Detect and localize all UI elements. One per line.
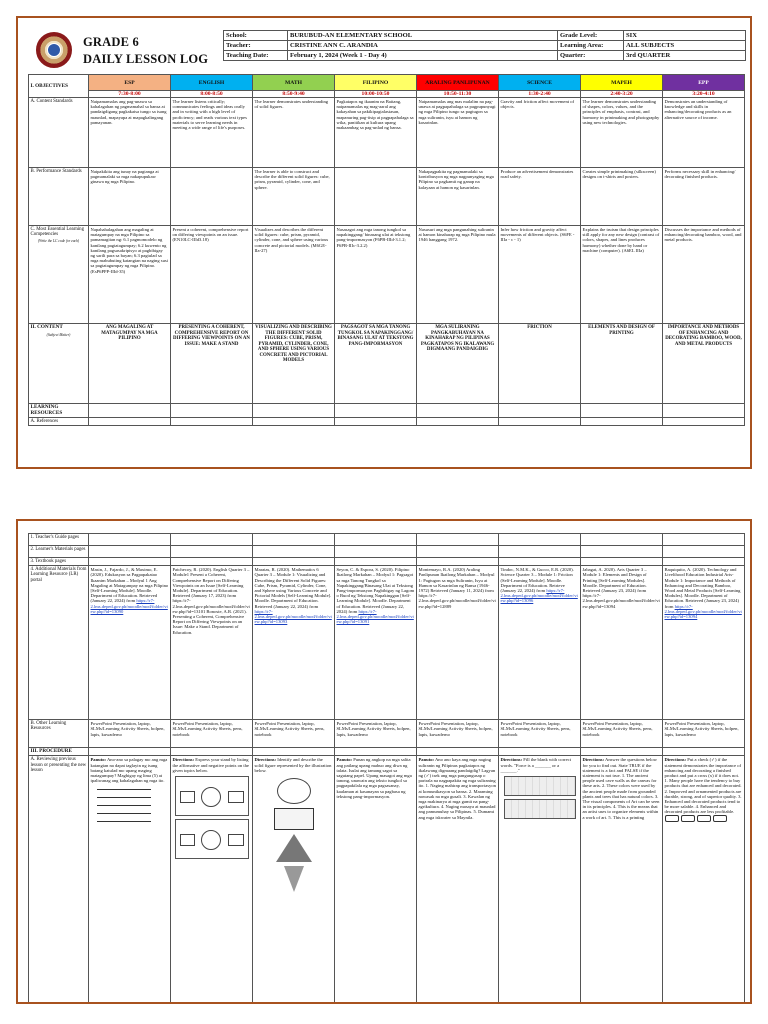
answer-lines bbox=[91, 784, 169, 822]
performance-standard-cell: Produce an advertisement demonstrates road safety. bbox=[499, 168, 581, 226]
material-citation: Seyon, C. & Espora, S. (2020). Filipino Ikatlong Markahan – Modyul 1: Pagsagot sa mga Tanong Tungkol sa Napakinggang/Binasang Ulat at Tekstong Pang-impormasyon Pagbibigay ng Lagom o Buod ng Tekstong Napakinggan [Self-Learning Module]. Moodle. Department of Education. Retrieved (January 22, 2024) from bbox=[336, 567, 415, 614]
stand-diagram bbox=[175, 776, 249, 816]
subject-time: 10:00-10:50 bbox=[335, 91, 417, 98]
content-cell: ELEMENTS AND DESIGN OF PRINTING bbox=[581, 324, 663, 404]
log-title: DAILY LESSON LOG bbox=[83, 52, 209, 66]
info-v1-cell: February 1, 2024 (Week 1 - Day 4) bbox=[288, 51, 558, 61]
procedure-cell bbox=[663, 748, 745, 756]
reviewing-cell bbox=[499, 756, 581, 1004]
lm-pages-cell bbox=[89, 546, 171, 558]
performance-standard-cell: Naipakikita ang tunay na pagtanga at pagmamalaki sa mga nakapupukaw ginawa ng mga Pilipino. bbox=[89, 168, 171, 226]
textbook-pages-label: 3. Textbook pages bbox=[29, 558, 89, 566]
learning-resources-cell bbox=[499, 404, 581, 418]
content-cell: VISUALIZING AND DESCRIBING THE DIFFERENT SOLID FIGURES: CUBE, PRISM, PYRAMID, CYLINDER, CONE, AND SPHERE USING VARIOUS CONCRETE AND PICTORIAL MODELS bbox=[253, 324, 335, 404]
directions-text: Identify and describe the solid figure represented by the illustration below. bbox=[254, 757, 332, 773]
textbook-pages-cell bbox=[253, 558, 335, 566]
lm-pages-cell bbox=[663, 546, 745, 558]
directions-text: Ano ano kaya ang mga naging suliranin ng Pilipinas pagkatapos ng ikalawang digmaang pandaigdig? Lagyan ng (✓) tsek ang mga pangungusap o parirala na nagpapakita ng mga suliraning ito. 1. Naging mahirap ang transportasyon at komunikasyon sa bansa. 2. Maraming nawasak na mga gusali. 3. Kawalan ng mga makinarya at mga gamit na pang-agrikultura. 4. Naging masaya at maunlad ang pamumuhay sa Pilipinas. 5. Dumami ang mga iskwater sa Maynila. bbox=[418, 757, 496, 820]
info-row bbox=[224, 41, 746, 51]
reference-cell bbox=[499, 418, 581, 426]
reviewing-label: A. Reviewing previous lesson or presenting the new lesson bbox=[29, 756, 89, 1004]
stand-diagram bbox=[175, 819, 249, 859]
learning-resources-cell bbox=[253, 404, 335, 418]
additional-material-cell bbox=[417, 566, 499, 720]
subject-header: FILIPINO bbox=[335, 75, 417, 91]
lm-pages-cell bbox=[417, 546, 499, 558]
textbook-pages-cell bbox=[89, 558, 171, 566]
directions-label: Directions: bbox=[254, 757, 277, 763]
learning-resources-label: LEARNING RESOURCES bbox=[29, 404, 89, 418]
answer-line[interactable] bbox=[97, 816, 152, 822]
subject-time: 1:30-2:40 bbox=[499, 91, 581, 98]
other-resource-cell: PowerPoint Presentation, laptop, SLMs/Learning Activity Sheets, pens, notebook bbox=[171, 720, 253, 748]
sphere-illustration bbox=[277, 778, 311, 804]
subject-time: 8:00-8:50 bbox=[171, 91, 253, 98]
material-link[interactable]: https://r7-2.lms.deped.gov.ph/moodle/mod/folder/view.php?id=13091 bbox=[336, 608, 414, 625]
directions-label: Directions: bbox=[582, 757, 605, 763]
learning-resources-cell bbox=[581, 404, 663, 418]
additional-material-cell bbox=[171, 566, 253, 720]
subject-time: 8:50-9:40 bbox=[253, 91, 335, 98]
material-link[interactable]: https://r7-2.lms.deped.gov.ph/moodle/mod/folder/view.php?id=13094 bbox=[664, 603, 742, 620]
subject-time: 3:20-4:10 bbox=[663, 91, 745, 98]
performance-standard-cell bbox=[171, 168, 253, 226]
procedure-cell bbox=[335, 748, 417, 756]
additional-material-cell bbox=[89, 566, 171, 720]
reviewing-cell bbox=[89, 756, 171, 1004]
other-resource-cell: PowerPoint Presentation, laptop, SLMs/Learning Activity Sheets, pens, notebook bbox=[499, 720, 581, 748]
content-standard-cell: The learner demonstrates understanding of solid figures. bbox=[253, 98, 335, 168]
header bbox=[28, 30, 744, 74]
learning-resources-cell bbox=[89, 404, 171, 418]
material-citation: Patchecoy, R. (2020). English Quarter 3 – Module1 Present a Coherent, Comprehensive Report on Differing Viewpoints on an Issue [Self-Learning Module]. Department of Education. Retrieved (January 17, 2023) from https://r7-2.lms.deped.gov.ph/moodle/mod/folder/view.php?id=13101 Bonoste, A.R. (2021). Presenting a Coherent, Comprehensive Report on Differing Viewpoints on an Issue: Make a Stand. Department of Education. bbox=[172, 567, 250, 635]
reference-cell bbox=[253, 418, 335, 426]
content-cell: FRICTION bbox=[499, 324, 581, 404]
reviewing-cell bbox=[417, 756, 499, 1004]
subject-header: SCIENCE bbox=[499, 75, 581, 91]
subject-header: MAPEH bbox=[581, 75, 663, 91]
competency-cell: Explains the truism that design principles still apply for any new design (contrast of colors, shapes, and lines produces harmony) whether done by hand or machine (computer). (A6EL IIIa) bbox=[581, 226, 663, 324]
content-note: (Subject Matter) bbox=[46, 332, 71, 337]
other-resource-cell: PowerPoint Presentation, laptop, SLMs/Learning Activity Sheets, bolpen, lapis, kuwaderno bbox=[417, 720, 499, 748]
lm-pages-cell bbox=[335, 546, 417, 558]
tg-pages-cell bbox=[335, 534, 417, 546]
answer-checkbox[interactable] bbox=[713, 815, 727, 822]
material-citation: Montemayo, R.A. (2020) Araling Panlipunan Ikatlong Markahan – Modyul 1: Pagtugon sa mga Suliranin, Isyu at Hamon sa Kasarinlan ng Bansa (1946-1972) Retrieved (January 11, 2024) from https://r7-2.lms.deped.gov.ph/moodle/mod/folder/view.php?id=12889 bbox=[418, 567, 496, 609]
reference-cell bbox=[663, 418, 745, 426]
answer-line[interactable] bbox=[97, 784, 152, 790]
competency-cell: Present a coherent, comprehensive report on differing viewpoints on an issue. (EN10LC-IIId3.18) bbox=[171, 226, 253, 324]
reference-cell bbox=[417, 418, 499, 426]
tg-pages-cell bbox=[89, 534, 171, 546]
info-l1-cell: Teacher: bbox=[224, 41, 288, 51]
content-standard-cell: Demonstrates an understanding of knowledge and skills in enhancing/decorating products as an alternative source of income. bbox=[663, 98, 745, 168]
lm-pages-cell bbox=[253, 546, 335, 558]
procedure-cell bbox=[581, 748, 663, 756]
procedure-cell bbox=[89, 748, 171, 756]
tg-pages-cell bbox=[171, 534, 253, 546]
material-citation: Masin, J., Fajardo, J., & Maximo, E. (2020). Edukasyon sa Pagpapakatao Ikaanim Markahan – Modyul 1 Ang Magaling at Matagumpay na mga Pilipino [Self-Learning Module]. Moodle. Department of Education. Retrieved (January 22, 2024) from bbox=[90, 567, 169, 604]
friction-figure-2 bbox=[504, 799, 576, 819]
info-l2-cell: Learning Area: bbox=[558, 41, 624, 51]
textbook-pages-cell bbox=[171, 558, 253, 566]
subject-header: ENGLISH bbox=[171, 75, 253, 91]
prism-illustration bbox=[274, 808, 314, 830]
info-l2-cell: Quarter: bbox=[558, 51, 624, 61]
content-standards-label: A. Content Standards bbox=[29, 98, 89, 168]
resources-procedure-grid bbox=[28, 533, 745, 1004]
info-l2-cell: Grade Level: bbox=[558, 31, 624, 41]
procedure-label: III. PROCEDURE bbox=[29, 748, 89, 756]
subject-header: EPP bbox=[663, 75, 745, 91]
lm-pages-cell bbox=[499, 546, 581, 558]
info-l1-cell: School: bbox=[224, 31, 288, 41]
content-label bbox=[29, 324, 89, 404]
subject-time: 10:50-11:30 bbox=[417, 91, 499, 98]
tg-pages-cell bbox=[663, 534, 745, 546]
tg-pages-label: 1. Teacher's Guide pages bbox=[29, 534, 89, 546]
content-cell: IMPORTANCE AND METHODS OF ENHANCING AND DECORATING BAMBOO, WOOD, AND METAL PRODUCTS bbox=[663, 324, 745, 404]
directions-text: Express your stand by listing the affirmative and negative points on the given topics below. bbox=[172, 757, 249, 773]
content-standard-cell: Naipamamalas ang pag-unawa sa kahalagahan ng pagmamahal sa bansa at pandaigdigang pagkakaisa tungo sa isang maunlad, mapayapa at mapagkalingang pamayanan. bbox=[89, 98, 171, 168]
content-standard-cell: Gravity and friction affect movement of objects. bbox=[499, 98, 581, 168]
reviewing-cell bbox=[335, 756, 417, 1004]
objectives-grid bbox=[28, 74, 745, 426]
material-citation: Maratas, R. (2020). Mathematics 6 Quarter 3 – Module 1: Visualizing and Describing the Different Solid Figures: Cube, Prism, Pyramid, Cylinder, Cone, and Sphere using Various Concrete and Pictorial Models [Self-Learning Module]. Moodle. Department of Education. Retrieved (January 22, 2024) from bbox=[254, 567, 332, 609]
content-standard-cell: Naipamamalas ang mas malalim na pag-unawa at pagpapahalaga sa pagpupunyagi ng mga Pilipino tungo sa pagtugon sa mga suliranin, isyu at hamon ng kasarinlan. bbox=[417, 98, 499, 168]
friction-figure-1 bbox=[504, 776, 576, 796]
material-citation: Tindoc, N.M.K., & Gucco, E.R. (2020). Science Quarter 3 – Module 1: Friction (Self-Learning Module]. Moodle. Department of Education. Retrieve (January 22, 2024) from bbox=[500, 567, 574, 594]
competency-cell: Nasasagot ang mga tanong tungkol sa napakinggang/ binasang ulat at tekstong pang-impormasyon (F6PB-IIId-3.1.2; F6PB-IIIc-3.2.2) bbox=[335, 226, 417, 324]
info-v1-cell: CRISTINE ANN C. ARANDIA bbox=[288, 41, 558, 51]
learning-resources-cell bbox=[417, 404, 499, 418]
answer-line[interactable] bbox=[97, 792, 152, 798]
content-cell: PAGSAGOT SA MGA TANONG TUNGKOL SA NAPAKINGGANG/ BINASANG ULAT AT TEKSTONG PANG-IMPORMASYON bbox=[335, 324, 417, 404]
lm-pages-label: 2. Learner's Materials pages bbox=[29, 546, 89, 558]
additional-materials-label: 4. Additional Materials from Learning Resource (LR) portal bbox=[29, 566, 89, 720]
learning-resources-cell bbox=[663, 404, 745, 418]
procedure-cell bbox=[253, 748, 335, 756]
performance-standard-cell: Nakapagpakita ng pagmamalaki sa kontribusyon ng mga nagpunyaging mga Pilipino sa pagkamit ng ganap na kalayaan at hamon ng kasarinlan. bbox=[417, 168, 499, 226]
school-seal-logo bbox=[36, 32, 72, 68]
reference-cell bbox=[581, 418, 663, 426]
content-standard-cell: Pagkatapos ng ikaanim na Baitang, naipamamalas ng mag-aaral ang kakayahan sa pakikipagtalastasan, mapanuring pag-iisip at pagpapahalaga sa wika, panitikan at kultura upang makaambag sa pag-unlad ng bansa. bbox=[335, 98, 417, 168]
subject-time: 7:30-8:00 bbox=[89, 91, 171, 98]
directions-text: Answer the questions below for you to find out. State TRUE if the statement is a fact and FALSE if the statement is not true. 1. The ancient people used cave walls as the canvas for these arts. 2. These colors were used by the ancient people made from grounded plants and trees that has natural colors. 3. The visual components of Art can be seen in its principles. 4. This is the means that an artist uses to organize elements within a work of art. 5. This is a printing bbox=[582, 757, 660, 820]
objectives-label: I. OBJECTIVES bbox=[29, 75, 89, 98]
procedure-cell bbox=[171, 748, 253, 756]
performance-standards-label: B. Performance Standards bbox=[29, 168, 89, 226]
content-cell: PRESENTING A COHERENT, COMPREHENSIVE REPORT ON DIFFERING VIEWPOINTS ON AN ISSUE: MAKE A STAND bbox=[171, 324, 253, 404]
lm-pages-cell bbox=[171, 546, 253, 558]
procedure-cell bbox=[499, 748, 581, 756]
directions-text: Put a check (✓) if the statement demonstrates the importance of enhancing and decorating a finished product and put a cross (x) if it does not. 1. Many people have the tendency to buy products that are enhanced and decorated. 2. Improved and ornamented products are durable, strong, and of superior quality. 3. Enhanced and decorated products tend to be more salable. 4. Enhanced and decorated products are less profitable. bbox=[664, 757, 742, 815]
competency-cell: Infer how friction and gravity affect movements of different objects. (S6FE - IIIa - c - 1) bbox=[499, 226, 581, 324]
material-link[interactable]: https://r7-2.lms.deped.gov.ph/moodle/mod/folder/view.php?id=13096 bbox=[500, 588, 578, 604]
material-link[interactable]: https://r7-2.lms.deped.gov.ph/moodle/mod/folder/view.php?id=13093 bbox=[254, 608, 332, 625]
directions-text: Fill the blank with correct words. "Force is a _______ or a _______." bbox=[500, 757, 571, 773]
textbook-pages-cell bbox=[499, 558, 581, 566]
reviewing-cell bbox=[171, 756, 253, 1004]
textbook-pages-cell bbox=[335, 558, 417, 566]
competency-cell: Nasusuri ang mga pangunahing suliranin at hamon kinaharap ng mga Pilipino mula 1946 hanggang 1972. bbox=[417, 226, 499, 324]
directions-label: Panuto: bbox=[418, 757, 435, 763]
content-cell: MGA SULIRANING PANGKABUHAYAN NA KINAHARAP NG PILIPINAS PAGKATAPOS NG IKALAWANG DIGMAANG PANDAIGDIG bbox=[417, 324, 499, 404]
content-standard-cell: The learner listens critically; communicates feelings and ideas orally and in writing with a high level of proficiency; and reads various text types materials to serve learning needs in meeting a wide range of life's purposes. bbox=[171, 98, 253, 168]
reference-cell bbox=[89, 418, 171, 426]
directions-text: Ano-ano sa palagay mo ang mga katangian na dapat taglayin ng isang batang katulad mo upang maging matagumpay? Magbigay ng lima (5) at ipaliwanag ang kahalagahan ng mga ito. bbox=[90, 757, 168, 784]
content-standard-cell: The learner demonstrates understanding of shapes, colors, values, and the principles of emphasis, contrast, and harmony in printmaking and photography using new technologies. bbox=[581, 98, 663, 168]
tg-pages-cell bbox=[417, 534, 499, 546]
other-resource-cell: PowerPoint Presentation, laptop, SLMs/Learning Activity Sheets, pens, notebook bbox=[253, 720, 335, 748]
tg-pages-cell bbox=[499, 534, 581, 546]
other-resources-label: B. Other Learning Resources bbox=[29, 720, 89, 748]
content-label-text: II. CONTENT bbox=[30, 324, 63, 330]
other-resource-cell: PowerPoint Presentation, laptop, SLMs/Learning Activity Sheets, pens, notebook bbox=[581, 720, 663, 748]
answer-line[interactable] bbox=[97, 808, 152, 814]
subject-time: 2:40-3:20 bbox=[581, 91, 663, 98]
learning-resources-cell bbox=[335, 404, 417, 418]
competencies-label-text: C. Most Essential Learning Competencies bbox=[30, 227, 85, 238]
directions-label: Directions: bbox=[500, 757, 523, 763]
additional-material-cell bbox=[663, 566, 745, 720]
directions-label: Directions: bbox=[172, 757, 195, 763]
directions-label: Panuto: bbox=[336, 757, 353, 763]
lesson-log-page-2 bbox=[16, 519, 752, 1004]
performance-standard-cell: Performs necessary skill in enhancing/ decorating finished products. bbox=[663, 168, 745, 226]
competency-cell: Napahahalagahan ang magaling at matagumpay na mga Pilipino sa pamamagitan ng: 6.1 pagmomodelo ng kanilang pagtatagumpay; 6.2 kuwento ng kanilang pagsasakripisyo at pagbibigay ng sarili para sa bayan; 6.3 pagtulad sa mga mabubuting katangian na naging susi sa pagtatagumpay ng mga Pilipino. (EsP6PPP-IIId-35) bbox=[89, 226, 171, 324]
learning-resources-cell bbox=[171, 404, 253, 418]
info-l1-cell: Teaching Date: bbox=[224, 51, 288, 61]
competency-cell: Visualizes and describes the different solid figures: cube, prism, pyramid, cylinder, cone, and sphere using various concrete and pictorial models. (M6GE-IIa-27) bbox=[253, 226, 335, 324]
subject-header: ESP bbox=[89, 75, 171, 91]
reference-cell bbox=[335, 418, 417, 426]
performance-standard-cell: The learner is able to construct and describe the different solid figures: cube, prism, pyramid, cylinder, cone, and sphere. bbox=[253, 168, 335, 226]
info-v2-cell: ALL SUBJECTS bbox=[624, 41, 746, 51]
reference-cell bbox=[171, 418, 253, 426]
reviewing-cell bbox=[663, 756, 745, 1004]
competencies-note: (Write the LC code for each) bbox=[37, 239, 80, 244]
checkbox-list bbox=[665, 815, 743, 822]
directions-text: Punan ng angkop na mga salita ang patlang upang mabuo ang diwa ng talata. Isulat ang tamang sagot sa sagutang papel. Upang masagot ang mga tanong, unawain ang teksto tungkol sa pagpapakilala ng mga pagsasanay, kaalaman at kasanayan sa pagbasa ng tekstong pang-impormasyon. bbox=[336, 757, 412, 799]
info-v1-cell: BURUBUD-AN ELEMENTARY SCHOOL bbox=[288, 31, 558, 41]
reviewing-cell bbox=[253, 756, 335, 1004]
performance-standard-cell: Creates simple printmaking (silkscreen) designs on t-shirts and posters. bbox=[581, 168, 663, 226]
additional-material-cell bbox=[253, 566, 335, 720]
other-resource-cell: PowerPoint Presentation, laptop, SLMs/Learning Activity Sheets, bolpen, lapis, kuwaderno bbox=[663, 720, 745, 748]
textbook-pages-cell bbox=[663, 558, 745, 566]
info-v2-cell: SIX bbox=[624, 31, 746, 41]
subject-header: ARALING PANLIPUNAN bbox=[417, 75, 499, 91]
other-resource-cell: PowerPoint Presentation, laptop, SLMs/Learning Activity Sheets, bolpen, lapis, kuwaderno bbox=[335, 720, 417, 748]
reviewing-cell bbox=[581, 756, 663, 1004]
material-citation: Jabagat, A. 2020). Arts Quarter 3 – Module 1: Elements and Design of Printing [Self-Learning Modules]. Moodle. Department of Education. Retrieved (January 23, 2024) from https://r7-2.lms.deped.gov.ph/moodle/mod/folder/view.php?id=13094 bbox=[582, 567, 660, 609]
info-row bbox=[224, 51, 746, 61]
grade-title: GRADE 6 bbox=[83, 35, 139, 49]
tg-pages-cell bbox=[581, 534, 663, 546]
textbook-pages-cell bbox=[581, 558, 663, 566]
performance-standard-cell bbox=[335, 168, 417, 226]
info-v2-cell: 3rd QUARTER bbox=[624, 51, 746, 61]
cone-illustration bbox=[284, 866, 304, 892]
info-table bbox=[223, 30, 746, 61]
answer-line[interactable] bbox=[97, 800, 152, 806]
pyramid-illustration bbox=[276, 834, 312, 862]
references-label: A. References bbox=[29, 418, 89, 426]
info-row bbox=[224, 31, 746, 41]
answer-checkbox[interactable] bbox=[665, 815, 679, 822]
lm-pages-cell bbox=[581, 546, 663, 558]
answer-checkbox[interactable] bbox=[697, 815, 711, 822]
directions-label: Panuto: bbox=[90, 757, 107, 763]
other-resource-cell: PowerPoint Presentation, laptop, SLMs/Learning Activity Sheets, bolpen, lapis, kuwaderno bbox=[89, 720, 171, 748]
lesson-log-page-1 bbox=[16, 16, 752, 469]
additional-material-cell bbox=[335, 566, 417, 720]
answer-checkbox[interactable] bbox=[681, 815, 695, 822]
material-citation: Baquiquito, A. (2020). Technology and Livelihood Education Industrial Arts- Module 1: Importance and Methods of Enhancing and Decorating Bamboo, Wood and Metal Products [Self-Learning Modules]. Moodle. Department of Education. Retrieved (January 23, 2024) from bbox=[664, 567, 741, 609]
procedure-cell bbox=[417, 748, 499, 756]
directions-label: Directions: bbox=[664, 757, 687, 763]
textbook-pages-cell bbox=[417, 558, 499, 566]
material-link[interactable]: https://r7-2.lms.deped.gov.ph/moodle/mod/folder/view.php?id=13090 bbox=[90, 598, 168, 614]
competency-cell: Discusses the importance and methods of enhancing/decorating bamboo, wood, and metal products. bbox=[663, 226, 745, 324]
additional-material-cell bbox=[499, 566, 581, 720]
additional-material-cell bbox=[581, 566, 663, 720]
tg-pages-cell bbox=[253, 534, 335, 546]
content-cell: ANG MAGALING AT MATAGUMPAY NA MGA PILIPINO bbox=[89, 324, 171, 404]
subject-header: MATH bbox=[253, 75, 335, 91]
competencies-label bbox=[29, 226, 89, 324]
